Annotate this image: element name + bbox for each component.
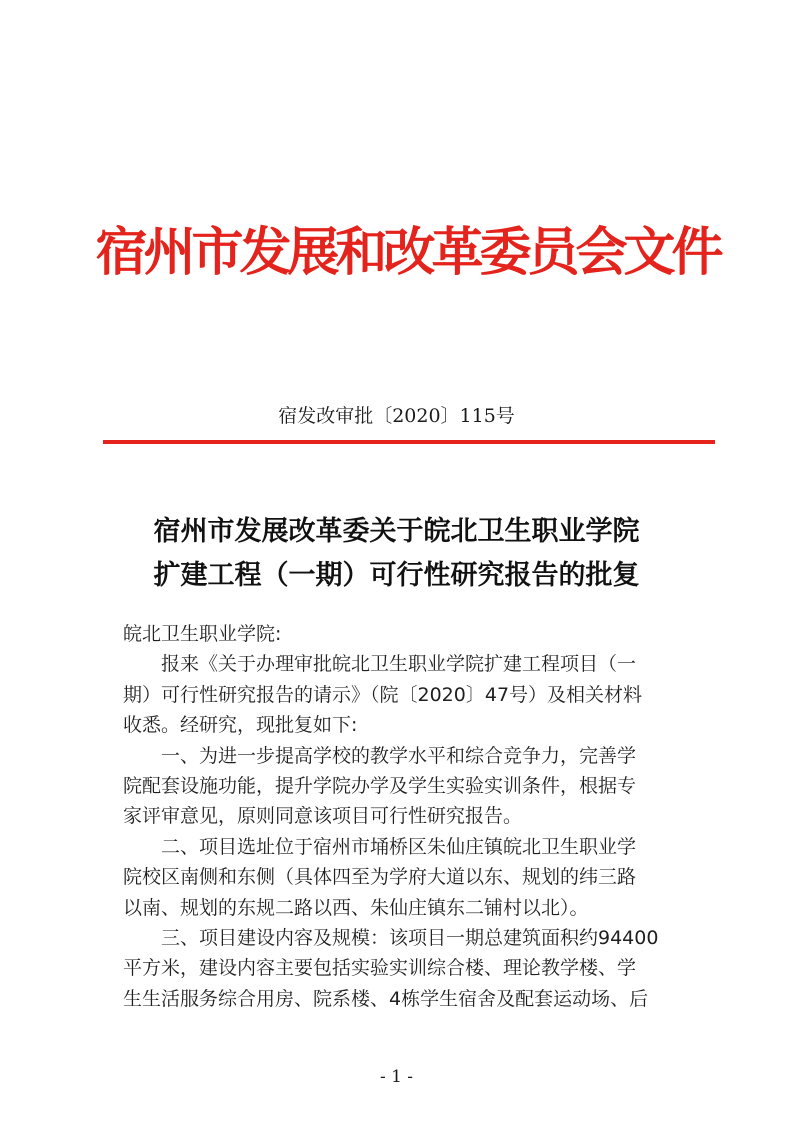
title-line-2: 扩建工程（一期）可行性研究报告的批复 [153,560,640,591]
document-number: 宿发改审批〔2020〕115号 [278,405,515,427]
body-line: 生生活服务综合用房、院系楼、4栋学生宿舍及配套运动场、后 [123,987,649,1010]
body-line: 三、项目建设内容及规模：该项目一期总建筑面积约94400 [161,927,659,950]
title-line-1: 宿州市发展改革委关于皖北卫生职业学院 [153,516,640,547]
body-line: 报来《关于办理审批皖北卫生职业学院扩建工程项目（一 [161,653,637,676]
red-divider-line [103,440,715,444]
document-body [123,619,713,1014]
addressee: 皖北卫生职业学院: [123,623,282,645]
body-line: 平方米，建设内容主要包括实验实训综合楼、理论教学楼、学 [123,957,637,980]
body-line: 以南、规划的东规二路以西、朱仙庄镇东二铺村以北）。 [123,896,589,919]
document-title [0,510,793,598]
body-line: 期）可行性研究报告的请示》（院〔2020〕47号）及相关材料 [123,683,643,706]
body-line: 二、项目选址位于宿州市埇桥区朱仙庄镇皖北卫生职业学 [161,835,637,858]
body-line: 收悉。经研究，现批复如下: [123,714,358,737]
body-line: 院校区南侧和东侧（具体四至为学府大道以东、规划的纬三路 [123,866,637,889]
page-number: - 1 - [379,1067,414,1087]
body-line: 一、为进一步提高学校的教学水平和综合竞争力，完善学 [161,744,637,767]
masthead-title: 宿州市发展和改革委员会文件 [95,222,720,283]
body-line: 家评审意见，原则同意该项目可行性研究报告。 [123,805,523,828]
body-line: 院配套设施功能，提升学院办学及学生实验实训条件，根据专 [123,775,637,798]
